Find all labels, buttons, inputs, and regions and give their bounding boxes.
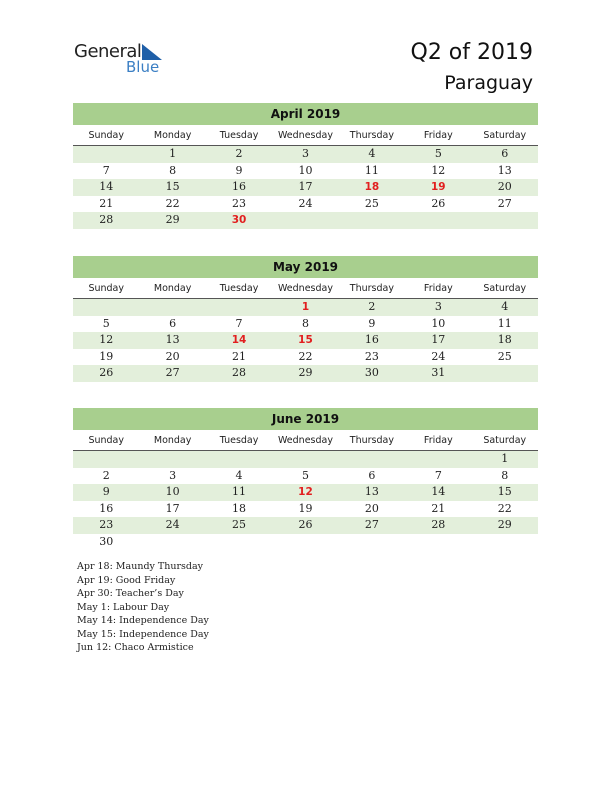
week-row (73, 146, 538, 163)
day-cell: 4 (501, 300, 509, 313)
weekday-label: Saturday (483, 435, 527, 446)
day-cell: 17 (165, 501, 180, 515)
day-cell: 27 (364, 518, 379, 531)
week-row (73, 517, 538, 534)
day-cell: 31 (431, 366, 446, 379)
day-cell: 30 (231, 214, 247, 226)
empty-day-cell (272, 212, 338, 229)
holiday-note: Apr 18: Maundy Thursday (77, 561, 204, 572)
empty-day-cell (472, 534, 538, 551)
weekday-label: Thursday (349, 130, 394, 141)
week-row (73, 501, 538, 518)
empty-day-cell (206, 451, 272, 468)
day-cell: 15 (165, 180, 180, 193)
day-cell: 12 (298, 486, 313, 498)
day-cell: 13 (497, 163, 512, 177)
day-cell: 25 (497, 349, 512, 363)
holiday-note: May 14: Independence Day (77, 615, 209, 626)
day-cell: 7 (235, 316, 243, 330)
day-cell: 6 (169, 316, 177, 330)
day-cell: 15 (497, 485, 512, 498)
day-cell: 10 (298, 163, 313, 177)
empty-day-cell (73, 299, 139, 316)
day-cell: 13 (165, 333, 180, 346)
day-cell: 29 (497, 518, 512, 531)
day-cell: 27 (165, 366, 180, 379)
day-cell: 18 (364, 181, 380, 193)
weeks (73, 146, 538, 229)
day-cell: 19 (298, 501, 313, 515)
day-cell: 30 (99, 534, 114, 548)
day-cell: 23 (364, 349, 379, 363)
weekday-label: Monday (153, 130, 192, 141)
day-cell: 5 (301, 468, 309, 482)
empty-day-cell (472, 365, 538, 382)
day-cell: 6 (501, 147, 509, 160)
empty-day-cell (206, 299, 272, 316)
weeks (73, 299, 538, 382)
day-cell: 24 (431, 349, 446, 363)
holiday-note: May 15: Independence Day (77, 628, 209, 640)
day-cell: 9 (102, 485, 110, 498)
month-calendar-april (73, 103, 538, 229)
day-cell: 23 (99, 518, 114, 531)
empty-day-cell (139, 299, 205, 316)
page-title: Q2 of 2019 (410, 40, 533, 65)
empty-day-cell (472, 212, 538, 229)
day-cell: 17 (431, 333, 446, 346)
empty-day-cell (339, 451, 405, 468)
country-name: Paraguay (444, 72, 533, 94)
day-cell: 28 (431, 518, 446, 531)
day-cell: 14 (231, 334, 247, 346)
day-cell: 5 (102, 316, 110, 330)
empty-day-cell (405, 451, 471, 468)
day-cell: 18 (232, 501, 247, 515)
day-cell: 14 (99, 180, 114, 193)
day-cell: 25 (232, 518, 247, 531)
day-cell: 2 (102, 468, 110, 482)
week-row (73, 212, 538, 229)
day-cell: 21 (99, 196, 114, 210)
day-cell: 28 (232, 366, 247, 379)
day-cell: 3 (169, 468, 177, 482)
day-cell: 11 (232, 485, 247, 498)
week-row (73, 365, 538, 382)
empty-day-cell (206, 534, 272, 551)
day-cell: 20 (497, 180, 512, 193)
empty-day-cell (272, 534, 338, 551)
day-cell: 22 (298, 349, 313, 363)
day-cell: 9 (235, 163, 243, 177)
holiday-note: Apr 30: Teacher’s Day (77, 588, 184, 599)
month-title: June 2019 (73, 408, 538, 430)
day-cell: 12 (431, 163, 446, 177)
week-row (73, 484, 538, 501)
day-cell: 18 (497, 333, 512, 346)
day-cell: 7 (102, 163, 110, 177)
week-row (73, 332, 538, 349)
weekday-label: Sunday (88, 130, 124, 141)
day-cell: 12 (99, 333, 114, 346)
month-title: May 2019 (73, 256, 538, 278)
day-cell: 20 (165, 349, 180, 363)
weekday-label: Friday (423, 435, 453, 446)
weekday-label: Saturday (483, 283, 527, 294)
day-cell: 9 (368, 316, 376, 330)
month-calendar-june (73, 408, 538, 550)
day-cell: 24 (165, 518, 180, 531)
weekday-label: Wednesday (277, 435, 333, 446)
weekday-label: Thursday (349, 283, 394, 294)
empty-day-cell (139, 451, 205, 468)
day-cell: 11 (364, 163, 379, 177)
weekday-label: Wednesday (277, 283, 333, 294)
weekday-label: Thursday (349, 435, 394, 446)
brand-logo (74, 41, 174, 77)
week-row (73, 468, 538, 485)
day-cell: 8 (301, 316, 309, 330)
day-cell: 19 (99, 349, 114, 363)
day-cell: 3 (301, 147, 309, 160)
day-cell: 28 (99, 213, 114, 226)
empty-day-cell (73, 451, 139, 468)
day-cell: 30 (364, 366, 379, 379)
weekday-label: Monday (153, 435, 192, 446)
day-cell: 4 (235, 468, 243, 482)
holiday-notes (77, 560, 209, 655)
weekday-label: Tuesday (219, 435, 259, 446)
week-row (73, 349, 538, 366)
holiday-note: May 1: Labour Day (77, 601, 170, 613)
day-cell: 15 (298, 334, 313, 346)
holiday-note: Jun 12: Chaco Armistice (77, 642, 194, 653)
day-cell: 1 (501, 452, 509, 465)
day-cell: 20 (364, 501, 379, 515)
month-calendar-may (73, 256, 538, 382)
day-cell: 22 (497, 501, 512, 515)
weekday-header-row (73, 431, 538, 451)
logo-text-blue: Blue (126, 58, 160, 76)
day-cell: 21 (431, 501, 446, 515)
empty-day-cell (405, 212, 471, 229)
day-cell: 23 (232, 196, 247, 210)
weekday-label: Monday (153, 283, 192, 294)
day-cell: 1 (169, 147, 177, 160)
day-cell: 10 (165, 485, 180, 498)
weekday-label: Wednesday (277, 130, 333, 141)
day-cell: 7 (434, 468, 442, 482)
day-cell: 29 (298, 366, 313, 379)
holiday-note: Apr 19: Good Friday (77, 574, 176, 586)
empty-day-cell (339, 534, 405, 551)
day-cell: 8 (169, 163, 177, 177)
day-cell: 1 (301, 301, 310, 313)
weekday-header-row (73, 279, 538, 299)
empty-day-cell (139, 534, 205, 551)
day-cell: 4 (368, 147, 376, 160)
weekday-label: Tuesday (219, 130, 259, 141)
logo-text-general: General (74, 41, 142, 62)
day-cell: 2 (235, 147, 243, 160)
empty-day-cell (339, 212, 405, 229)
weekday-label: Saturday (483, 130, 527, 141)
day-cell: 29 (165, 213, 180, 226)
week-row (73, 299, 538, 316)
day-cell: 16 (364, 333, 379, 346)
day-cell: 24 (298, 196, 313, 210)
week-row (73, 534, 538, 551)
day-cell: 14 (431, 485, 446, 498)
day-cell: 22 (165, 196, 180, 210)
week-row (73, 163, 538, 180)
weekday-label: Friday (423, 130, 453, 141)
day-cell: 17 (298, 180, 313, 193)
weekday-label: Friday (423, 283, 453, 294)
day-cell: 10 (431, 316, 446, 330)
day-cell: 5 (434, 147, 442, 160)
empty-day-cell (272, 451, 338, 468)
weekday-label: Tuesday (219, 283, 259, 294)
day-cell: 11 (497, 316, 512, 330)
day-cell: 25 (364, 196, 379, 210)
day-cell: 27 (497, 196, 512, 210)
day-cell: 16 (232, 180, 247, 193)
day-cell: 21 (232, 349, 247, 363)
weekday-label: Sunday (88, 283, 124, 294)
day-cell: 2 (368, 300, 376, 313)
day-cell: 26 (99, 366, 114, 379)
week-row (73, 179, 538, 196)
week-row (73, 316, 538, 333)
day-cell: 3 (434, 300, 442, 313)
weekday-header-row (73, 126, 538, 146)
day-cell: 8 (501, 468, 509, 482)
weeks (73, 451, 538, 550)
empty-day-cell (405, 534, 471, 551)
day-cell: 26 (431, 196, 446, 210)
day-cell: 26 (298, 518, 313, 531)
week-row (73, 451, 538, 468)
weekday-label: Sunday (88, 435, 124, 446)
empty-day-cell (73, 146, 139, 163)
day-cell: 19 (431, 181, 446, 193)
day-cell: 13 (364, 485, 379, 498)
month-title: April 2019 (73, 103, 538, 125)
day-cell: 6 (368, 468, 376, 482)
week-row (73, 196, 538, 213)
day-cell: 16 (99, 501, 114, 515)
